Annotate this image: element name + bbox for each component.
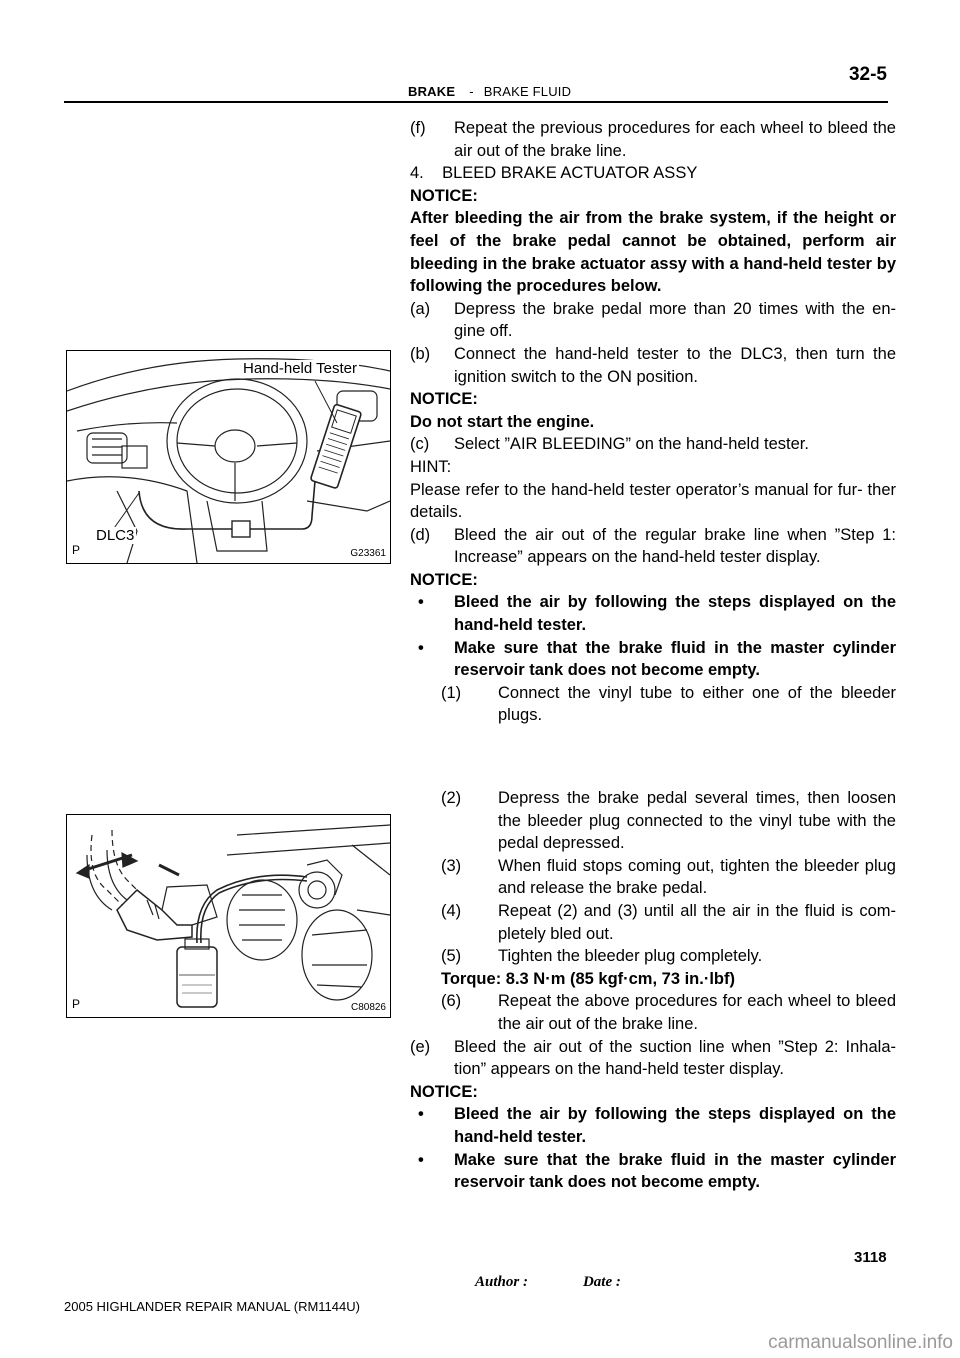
figure-bleeder-vinyl-tube (66, 814, 391, 1018)
step-4-heading: 4. BLEED BRAKE ACTUATOR ASSY (410, 164, 698, 183)
step-f: (f) Repeat the previous procedures for each wheel to bleed the air out of the brake line. (410, 119, 896, 160)
footer-author-date (475, 1274, 676, 1291)
figure-code: G23361 (350, 548, 386, 559)
page-number: 32-5 (848, 64, 887, 85)
step-b: (b) Connect the hand-held tester to the DLC3, then turn the ignition switch to the ON position. (410, 344, 896, 386)
date-label: Date : (582, 1274, 621, 1290)
bleeding-illustration (67, 815, 390, 1017)
torque-spec: Torque: 8.3 N·m (85 kgf·cm, 73 in.·lbf) (441, 969, 735, 988)
figure-mark: P (72, 543, 81, 557)
substep-4: (4) Repeat (2) and (3) until all the air in the fluid is com- pletely bled out. (441, 902, 896, 943)
notice-bullet: • Bleed the air by following the steps displayed on the hand-held tester. (418, 593, 896, 635)
figure-hand-held-tester (66, 350, 391, 564)
figure-mark: P (72, 997, 81, 1011)
substep-1: (1) Connect the vinyl tube to either one of the bleeder plugs. (441, 683, 896, 725)
hint-title: HINT: (410, 457, 452, 476)
section-title: BRAKE (408, 84, 456, 99)
step-a: (a) Depress the brake pedal more than 20 times with the en- gine off. (410, 299, 896, 341)
notice-title: NOTICE: (410, 570, 478, 589)
substep-3: (3) When fluid stops coming out, tighten the bleeder plug and release the brake pedal. (441, 856, 896, 898)
substep-6: (6) Repeat the above procedures for each wheel to bleed the air out of the brake line. (441, 992, 896, 1033)
substep-5: (5) Tighten the bleeder plug completely. (441, 947, 763, 966)
header-separator: - (469, 84, 474, 99)
figure-code: C80826 (350, 1002, 386, 1013)
hand-held-tester-label: Hand-held Tester (243, 360, 357, 377)
notice-text: Do not start the engine. (410, 412, 595, 431)
notice-title: NOTICE: (410, 1082, 478, 1101)
step-c: (c) Select ”AIR BLEEDING” on the hand-held tester. (410, 435, 809, 454)
procedure-text (410, 117, 896, 1194)
author-label: Author : (475, 1274, 528, 1290)
notice-text: After bleeding the air from the brake system, if the height or feel of the brake pedal cannot be obtained, perform air bleeding in the brake actuator assy with a hand-held tester by following the procedures below. (410, 209, 896, 296)
substep-2: (2) Depress the brake pedal several times, then loosen the bleeder plug connected to the vinyl tube with the pedal depressed. (441, 789, 896, 853)
notice-bullet: • Bleed the air by following the steps displayed on the hand-held tester. (418, 1105, 896, 1146)
dlc3-label: DLC3 (96, 527, 135, 544)
notice-title: NOTICE: (410, 390, 478, 409)
step-d: (d) Bleed the air out of the regular brake line when ”Step 1: Increase” appears on the hand-held tester display. (410, 525, 896, 567)
footer-page-number: 3118 (854, 1249, 887, 1266)
section-header (408, 84, 571, 99)
watermark: carmanualsonline.info (768, 1332, 953, 1353)
notice-bullet: • Make sure that the brake fluid in the master cylinder reservoir tank does not become empty. (418, 638, 896, 680)
header-rule (64, 101, 888, 103)
hint-text: Please refer to the hand-held tester operator’s manual for fur- ther details. (410, 480, 896, 522)
notice-bullet: • Make sure that the brake fluid in the master cylinder reservoir tank does not become empty. (418, 1150, 896, 1192)
notice-title: NOTICE: (410, 186, 478, 205)
subsection-title: BRAKE FLUID (483, 84, 572, 99)
step-e: (e) Bleed the air out of the suction line when ”Step 2: Inhala- tion” appears on the hand-held tester display. (410, 1037, 896, 1079)
spacer (410, 727, 896, 787)
manual-title: 2005 HIGHLANDER REPAIR MANUAL (RM1144U) (64, 1299, 360, 1314)
